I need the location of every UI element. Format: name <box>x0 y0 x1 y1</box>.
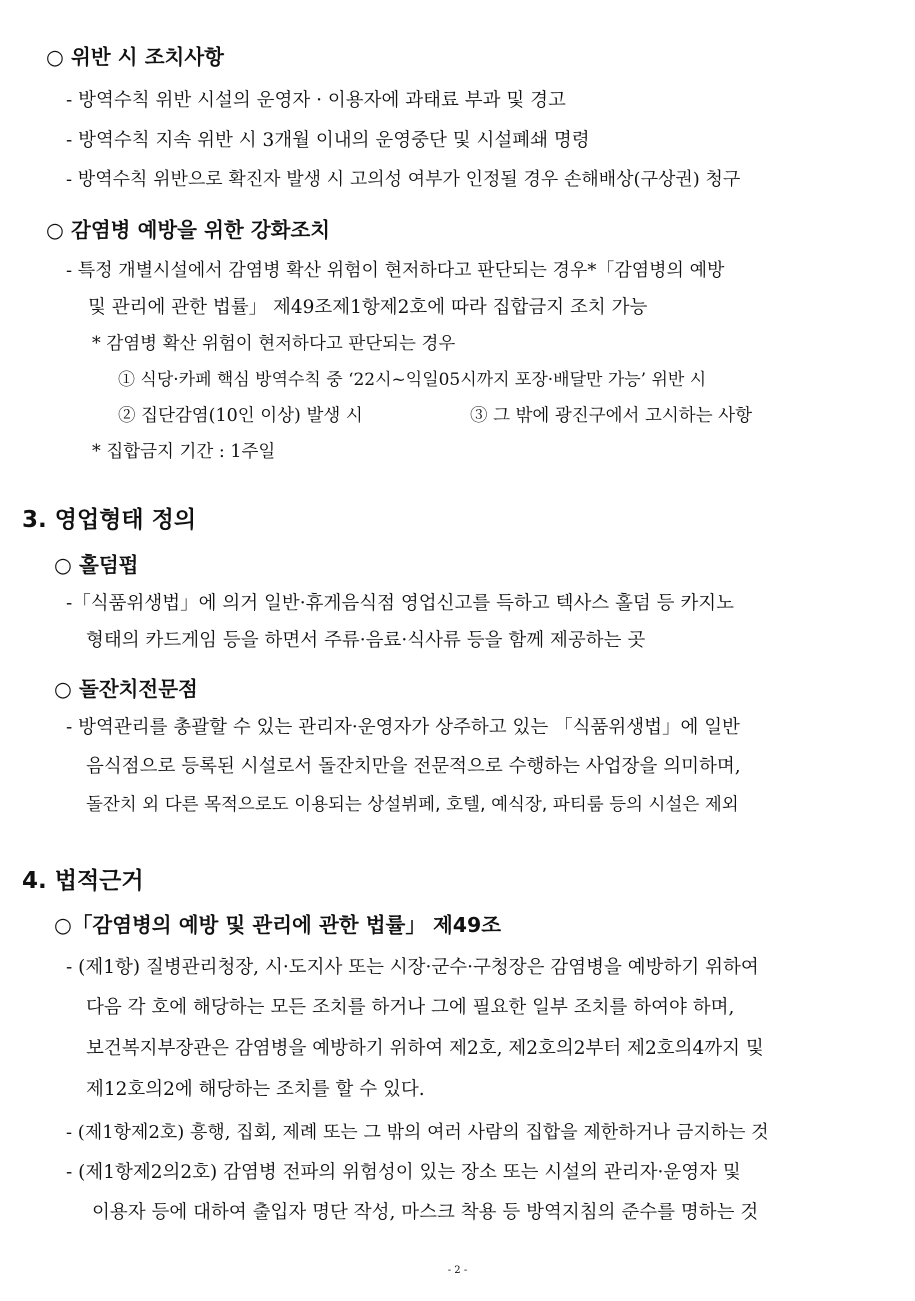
footnote: * 감염병 확산 위험이 현저하다고 판단되는 경우 <box>92 334 456 354</box>
list-item-continuation: 및 관리에 관한 법률」 제49조제1항제2호에 따라 집합금지 조치 가능 <box>88 297 648 318</box>
paragraph-line: 돌잔치 외 다른 목적으로도 이용되는 상설뷔페, 호텔, 예식장, 파티룸 등의 시설은 제외 <box>86 795 739 815</box>
section-heading-business-types: 3. 영업형태 정의 <box>22 507 197 533</box>
paragraph-line: 제12호의2에 해당하는 조치를 할 수 있다. <box>86 1079 425 1100</box>
section-heading-reinforcement: ○ 감염병 예방을 위한 강화조치 <box>46 218 331 242</box>
list-item: - 방역수칙 지속 위반 시 3개월 이내의 운영중단 및 시설폐쇄 명령 <box>66 130 590 151</box>
paragraph-line: - (제1항) 질병관리청장, 시·도지사 또는 시장·군수·구청장은 감염병을 예방하기 위하여 <box>66 957 759 978</box>
list-item: - 방역수칙 위반 시설의 운영자 · 이용자에 과태료 부과 및 경고 <box>66 90 566 111</box>
footnote: * 집합금지 기간 : 1주일 <box>92 442 276 462</box>
footnote-case: ② 집단감염(10인 이상) 발생 시 <box>118 406 363 426</box>
section-heading-violation-measures: ○ 위반 시 조치사항 <box>46 45 224 69</box>
subheading-holdem-pub: ○ 홀덤펍 <box>54 553 139 577</box>
footnote-case: ① 식당·카페 핵심 방역수칙 중 ‘22시~익일05시까지 포장·배달만 가능’ 위반 시 <box>118 370 707 390</box>
paragraph-line: 다음 각 호에 해당하는 모든 조치를 하거나 그에 필요한 일부 조치를 하여야 하며, <box>86 997 735 1018</box>
list-item: - (제1항제2호) 흥행, 집회, 제례 또는 그 밖의 여러 사람의 집합을 제한하거나 금지하는 것 <box>66 1122 769 1143</box>
page-number: - 2 - <box>447 1265 468 1276</box>
list-item: - 방역수칙 위반으로 확진자 발생 시 고의성 여부가 인정될 경우 손해배상(구상권) 청구 <box>66 169 741 190</box>
paragraph-line: 보건복지부장관은 감염병을 예방하기 위하여 제2호, 제2호의2부터 제2호의4까지 및 <box>86 1038 764 1059</box>
subheading-first-birthday-venue: ○ 돌잔치전문점 <box>54 677 198 701</box>
paragraph-line: 형태의 카드게임 등을 하면서 주류·음료·식사류 등을 함께 제공하는 곳 <box>86 630 646 651</box>
paragraph-line: -「식품위생법」에 의거 일반·휴게음식점 영업신고를 득하고 텍사스 홀덤 등 카지노 <box>66 593 735 614</box>
footnote-case: ③ 그 밖에 광진구에서 고시하는 사항 <box>470 406 752 426</box>
paragraph-line: - 방역관리를 총괄할 수 있는 관리자·운영자가 상주하고 있는 「식품위생법」에 일반 <box>66 717 740 738</box>
section-heading-legal-basis: 4. 법적근거 <box>22 868 144 894</box>
paragraph-line: 음식점으로 등록된 시설로서 돌잔치만을 전문적으로 수행하는 사업장을 의미하며, <box>86 756 741 777</box>
paragraph-line: 이용자 등에 대하여 출입자 명단 작성, 마스크 착용 등 방역지침의 준수를 명하는 것 <box>92 1202 759 1223</box>
subheading-law-article: ○「감염병의 예방 및 관리에 관한 법률」 제49조 <box>54 913 502 937</box>
list-item: - 특정 개별시설에서 감염병 확산 위험이 현저하다고 판단되는 경우*「감염병의 예방 <box>66 260 725 281</box>
list-item: - (제1항제2의2호) 감염병 전파의 위험성이 있는 장소 또는 시설의 관리자·운영자 및 <box>66 1162 741 1183</box>
